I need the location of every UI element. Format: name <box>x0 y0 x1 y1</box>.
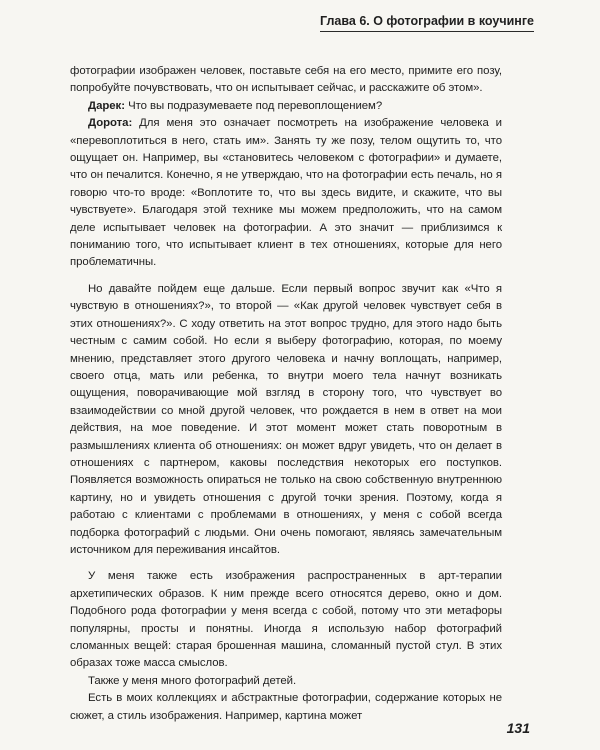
speaker-label: Дорота: <box>88 117 133 130</box>
paragraph: Также у меня много фотографий детей. <box>88 674 297 687</box>
dialogue-paragraph <box>70 115 502 272</box>
paragraph: Но давайте пойдем еще дальше. Если первый вопрос звучит как «Что я чувствую в отношениях?», то второй — «Как другой человек чувствует себя в этих отношениях?». С ходу ответить на этот вопрос трудно, для этого надо быть честным с самим собой. Но если я выберу фотографию, которая, по моему мнению, представляет этого другого человека и начну воплощать, например, своего отца, мать или ребенка, то внутри моего тела начнут возникать ощущения, поворачивающие мой взгляд в сторону того, что чувствует во взаимодействии со мной другой человек, что рождается в нем в ответ на мои действия, на мое поведение. И этот момент может стать поворотным в размышлениях клиента об отношениях: он может вдруг увидеть, что он делает в отношениях с партнером, каковы последствия некоторых его поступков. Появляется возможность опираться не только на свою собственную внутреннюю картину, но и увидеть отношения с другой точки зрения. Поэтому, когда я работаю с клиентами с проблемами в отношениях, у меня с собой всегда подборка фотографий с людьми. Они очень помогают, являясь замечательным источником для переживания инсайтов. <box>70 282 502 556</box>
paragraph: У меня также есть изображения распространенных в арт-терапии архетипических образов. К ним прежде всего относятся дерево, окно и дом. Подобного рода фотографии у меня всегда с собой, потому что эти метафоры популярны, просты и понятны. Иногда я использую набор фотографий сломанных вещей: старая брошенная машина, сломанный пустой стул. В этих образах тоже масса смыслов. <box>70 570 502 670</box>
page-number: 131 <box>506 720 530 736</box>
speaker-label: Дарек: <box>88 99 125 112</box>
dialogue-text: Что вы подразумеваете под перевоплощением? <box>128 99 383 112</box>
chapter-title: Глава 6. О фотографии в коучинге <box>320 14 534 32</box>
dialogue-paragraph <box>70 98 502 115</box>
running-header <box>320 14 534 32</box>
paragraph: Есть в моих коллекциях и абстрактные фотографии, содержание которых не сюжет, а стиль изображения. Например, картина может <box>70 692 502 722</box>
paragraph: фотографии изображен человек, поставьте себя на его место, примите его позу, попробуйте почувствовать, что он испытывает сейчас, и расскажите об этом». <box>70 65 502 95</box>
dialogue-text: Для меня это означает посмотреть на изображение человека и «перевоплотиться в него, стать им». Занять ту же позу, телом ощутить то, что ощущает он. Например, вы «становитесь человеком с фотографии» и думаете, что он печалится. Конечно, я не утверждаю, что на фотографии есть печаль, но я говорю что-то вроде: «Воплотите то, что вы здесь видите, и скажите, что вы чувствуете». Благодаря этой технике мы можем предположить, что на самом деле испытывает человек на фотографии. А это значит — приблизимся к пониманию того, что испытывает клиент в тех отношениях, которые для него проблематичны. <box>70 117 502 269</box>
page-body <box>70 63 502 725</box>
